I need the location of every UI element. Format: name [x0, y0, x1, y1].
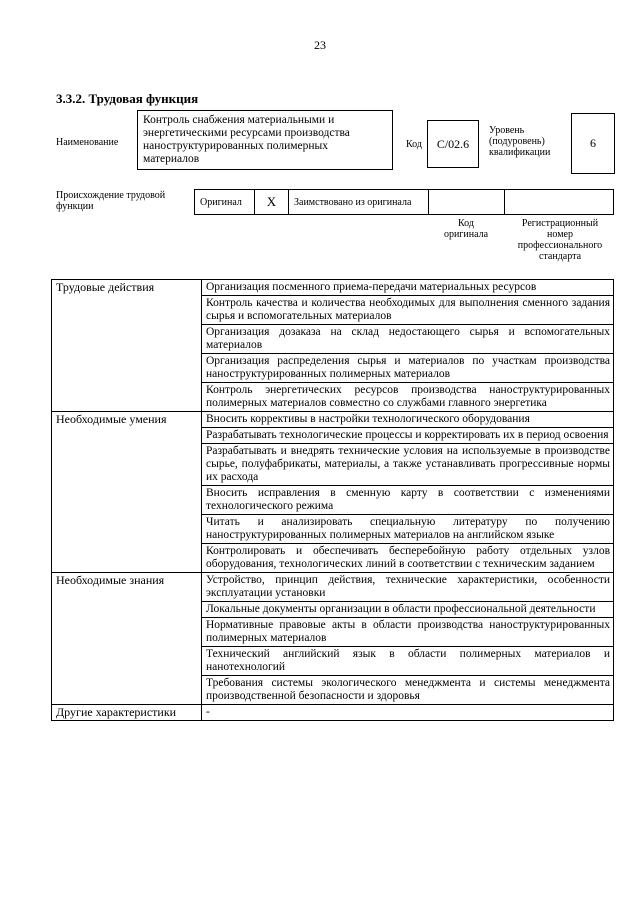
- row-item: Устройство, принцип действия, технические характеристики, особенности эксплуатации установки: [202, 573, 614, 602]
- code-original-cell: [429, 190, 505, 214]
- level-label: Уровень (подуровень) квалификации: [489, 125, 551, 158]
- row-category: Необходимые умения: [52, 412, 202, 573]
- origin-label: Происхождение трудовой функции: [56, 190, 166, 212]
- function-name-box: Контроль снабжения материальными и энергетическими ресурсами производства наноструктурированных полимерных материалов: [137, 110, 393, 170]
- table-row: [52, 573, 614, 602]
- row-category: Трудовые действия: [52, 280, 202, 412]
- row-item: Контроль качества и количества необходимых для выполнения сменного задания сырья и вспомогательных материалов: [202, 296, 614, 325]
- origin-table: [194, 189, 614, 215]
- row-item: Организация дозаказа на склад недостающего сырья и вспомогательных материалов: [202, 325, 614, 354]
- row-item: Контролировать и обеспечивать бесперебойную работу отдельных узлов оборудования, технологических линий в соответствии с техническим заданием: [202, 544, 614, 573]
- row-item: Читать и анализировать специальную литературу по получению наноструктурированных полимерных материалов на английском языке: [202, 515, 614, 544]
- row-category: Другие характеристики: [52, 705, 202, 721]
- function-details-table: [51, 279, 614, 721]
- table-row: [52, 705, 614, 721]
- name-label: Наименование: [56, 137, 119, 148]
- table-row: [52, 280, 614, 296]
- table-row: [52, 412, 614, 428]
- row-item: Требования системы экологического менеджмента и системы менеджмента производственной безопасности и здоровья: [202, 676, 614, 705]
- page-number: 23: [314, 38, 326, 52]
- borrowed-label: Заимствовано из оригинала: [289, 190, 429, 214]
- reg-number-label: Регистрационный номер профессионального стандарта: [517, 218, 603, 262]
- reg-number-cell: [505, 190, 613, 214]
- row-item: Организация распределения сырья и материалов по участкам производства наноструктурированных полимерных материалов: [202, 354, 614, 383]
- row-item: Локальные документы организации в области профессиональной деятельности: [202, 602, 614, 618]
- row-item: Разрабатывать и внедрять технические условия на используемые в производстве сырье, полуфабрикаты, материалы, а также устанавливать прогрессивные нормы их расхода: [202, 444, 614, 486]
- row-item: Организация посменного приема-передачи материальных ресурсов: [202, 280, 614, 296]
- row-item: Контроль энергетических ресурсов производства наноструктурированных полимерных материалов совместно со службами главного энергетика: [202, 383, 614, 412]
- row-item: Вносить исправления в сменную карту в соответствии с изменениями технологического режима: [202, 486, 614, 515]
- row-item: Технический английский язык в области полимерных материалов и нанотехнологий: [202, 647, 614, 676]
- code-value-box: С/02.6: [427, 120, 479, 168]
- section-title: 3.3.2. Трудовая функция: [56, 91, 199, 106]
- row-item: -: [202, 705, 614, 721]
- row-item: Нормативные правовые акты в области производства наноструктурированных полимерных материалов: [202, 618, 614, 647]
- code-label: Код: [406, 139, 422, 150]
- original-mark: X: [255, 190, 289, 214]
- original-label: Оригинал: [195, 190, 255, 214]
- code-original-label: Код оригинала: [443, 218, 489, 240]
- row-item: Вносить коррективы в настройки технологического оборудования: [202, 412, 614, 428]
- row-category: Необходимые знания: [52, 573, 202, 705]
- row-item: Разрабатывать технологические процессы и корректировать их в период освоения: [202, 428, 614, 444]
- level-value-box: 6: [571, 113, 615, 174]
